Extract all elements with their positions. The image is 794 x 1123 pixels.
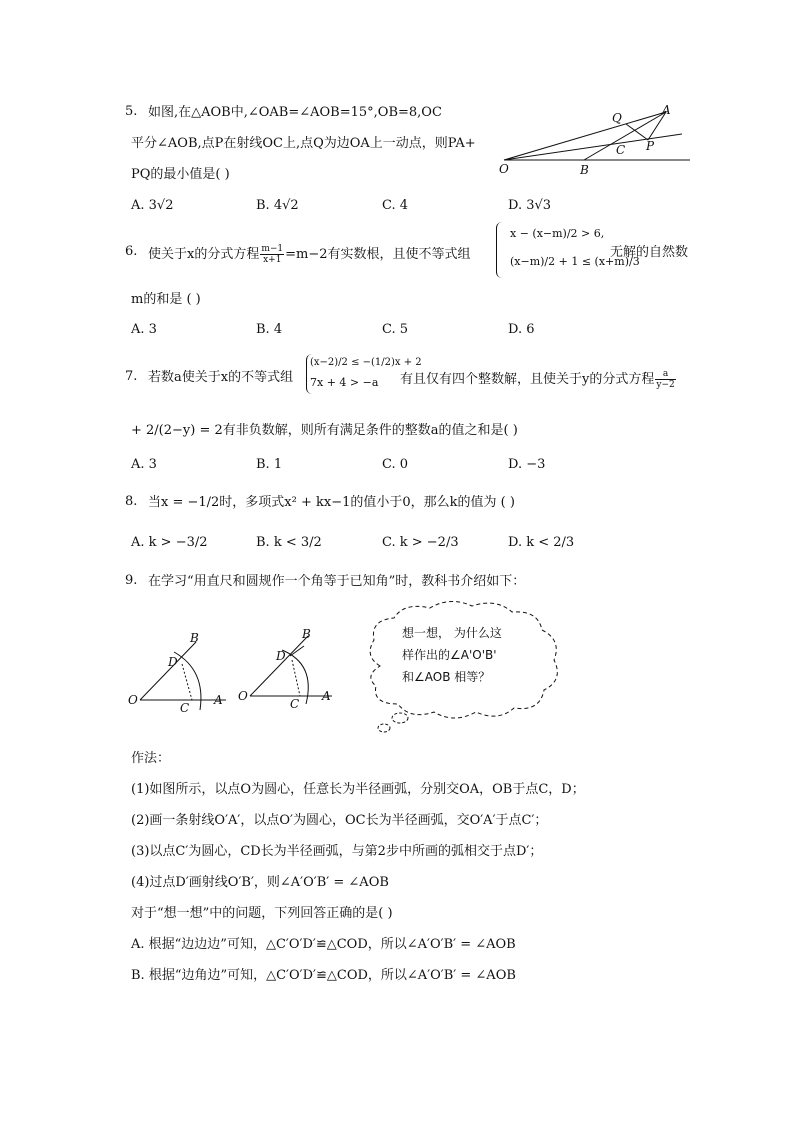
q7-option-d[interactable]: D. −3 bbox=[508, 457, 546, 472]
q9-cloud-line3: 和∠AOB 相等？ bbox=[402, 670, 491, 684]
q5-line3: PQ的最小值是( ) bbox=[131, 167, 230, 182]
q9-figure-2 bbox=[236, 622, 344, 710]
q6-mid: =m−2有实数根，且使不等式组 bbox=[285, 247, 471, 262]
q9-text: 在学习“用直尺和圆规作一个角等于已知角”时，教科书介绍如下： bbox=[148, 574, 526, 589]
q9-fig1-label-d: D bbox=[168, 655, 178, 669]
q6-tail: 无解的自然数 bbox=[610, 245, 689, 260]
q6-option-a[interactable]: A. 3 bbox=[131, 322, 157, 337]
q9-fig2-label-o: O bbox=[238, 689, 248, 703]
q7-number: 7. bbox=[125, 369, 138, 384]
q6-system-line1: x − (x−m)/2 > 6, bbox=[510, 227, 605, 240]
q5-line2: 平分∠AOB,点P在射线OC上,点Q为边OA上一动点，则PA+ bbox=[131, 136, 476, 151]
q6-option-c[interactable]: C. 5 bbox=[382, 322, 409, 337]
q6-system-line2: (x−m)/2 + 1 ≤ (x+m)/3 bbox=[510, 255, 640, 268]
q8-text: 当x = −1/2时，多项式x² + kx−1的值小于0，那么k的值为 ( ) bbox=[148, 495, 515, 510]
q5-line1: 如图,在△AOB中,∠OAB=∠AOB=15°,OB=8,OC bbox=[148, 105, 442, 120]
q9-number: 9. bbox=[125, 573, 138, 588]
q7-frac-a-num: a bbox=[655, 369, 675, 380]
q7-system-line1: (x−2)/2 ≤ −(1/2)x + 2 bbox=[310, 357, 422, 368]
q5-label-c: C bbox=[616, 143, 626, 157]
q5-option-a[interactable]: A. 3√2 bbox=[131, 198, 174, 213]
q9-step-3: (3)以点C′为圆心，CD长为半径画弧，与第2步中所画的弧相交于点D′； bbox=[131, 844, 543, 859]
q5-label-p: P bbox=[646, 139, 655, 153]
q7-tail: 有且仅有四个整数解，且使关于y的分式方程 bbox=[400, 372, 655, 387]
q9-step-2: (2)画一条射线O′A′，以点O′为圆心，OC长为半径画弧，交O′A′于点C′； bbox=[131, 813, 548, 828]
q7-system-line2: 7x + 4 > −a bbox=[310, 376, 379, 389]
q7-line2: + 2/(2−y) = 2有非负数解，则所有满足条件的整数a的值之和是( ) bbox=[131, 423, 518, 438]
q9-step-1: (1)如图所示，以点O为圆心，任意长为半径画弧，分别交OA，OB于点C，D； bbox=[131, 782, 585, 797]
q9-question: 对于“想一想”中的问题，下列回答正确的是( ) bbox=[131, 906, 393, 921]
q6-system-brace bbox=[496, 222, 503, 278]
q9-fig1-label-a: A bbox=[214, 693, 223, 707]
q9-method-title: 作法： bbox=[131, 751, 171, 766]
q7-option-b[interactable]: B. 1 bbox=[256, 457, 283, 472]
q6-option-d[interactable]: D. 6 bbox=[508, 322, 535, 337]
q6-fraction bbox=[260, 244, 284, 265]
q5-label-b: B bbox=[580, 163, 589, 177]
q7-option-a[interactable]: A. 3 bbox=[131, 457, 157, 472]
q9-fig1-label-c: C bbox=[180, 701, 190, 714]
q9-cloud-line1: 想一想， 为什么这 bbox=[402, 626, 502, 640]
q5-option-b[interactable]: B. 4√2 bbox=[256, 198, 299, 213]
q9-fig2-label-b: B bbox=[302, 627, 311, 641]
q5-label-a: A bbox=[662, 103, 671, 117]
q6-option-b[interactable]: B. 4 bbox=[256, 322, 283, 337]
q7-fraction-a bbox=[655, 369, 675, 390]
q5-number: 5. bbox=[125, 104, 138, 119]
q9-option-a[interactable]: A. 根据“边边边”可知，△C′O′D′≌△COD，所以∠A′O′B′ = ∠AOB bbox=[131, 937, 516, 952]
q6-frac-num: m−1 bbox=[261, 244, 284, 254]
q9-option-b[interactable]: B. 根据“边角边”可知，△C′O′D′≌△COD，所以∠A′O′B′ = ∠AOB bbox=[131, 968, 516, 983]
q7-frac-a-den: y−2 bbox=[656, 380, 675, 390]
q7-option-c[interactable]: C. 0 bbox=[382, 457, 409, 472]
q9-fig1-label-o: O bbox=[128, 693, 138, 707]
q9-fig2-label-c: C bbox=[290, 697, 300, 710]
q5-label-q: Q bbox=[612, 111, 622, 125]
q5-option-d[interactable]: D. 3√3 bbox=[508, 198, 552, 213]
q6-line2: m的和是 ( ) bbox=[131, 292, 201, 307]
q6-line1 bbox=[148, 244, 471, 265]
q7-lead: 若数a使关于x的不等式组 bbox=[148, 370, 294, 385]
q8-option-a[interactable]: A. k > −3/2 bbox=[131, 535, 208, 550]
q8-option-b[interactable]: B. k < 3/2 bbox=[256, 535, 322, 550]
q9-fig1-label-b: B bbox=[190, 631, 199, 645]
q5-figure bbox=[496, 100, 696, 180]
q5-label-o: O bbox=[499, 162, 509, 176]
q8-option-d[interactable]: D. k < 2/3 bbox=[508, 535, 575, 550]
q6-number: 6. bbox=[125, 244, 138, 259]
q6-frac-den: x+1 bbox=[263, 255, 282, 265]
q9-step-4: (4)过点D′画射线O′B′，则∠A′O′B′ = ∠AOB bbox=[131, 875, 389, 890]
q8-number: 8. bbox=[125, 494, 138, 509]
q8-option-c[interactable]: C. k > −2/3 bbox=[382, 535, 459, 550]
q9-cloud-line2: 样作出的∠A'O'B' bbox=[402, 648, 497, 662]
q9-figure-1 bbox=[126, 626, 234, 714]
q9-fig2-label-a: A bbox=[322, 689, 331, 703]
q9-fig2-label-d: D bbox=[276, 649, 286, 663]
q6-lead: 使关于x的分式方程 bbox=[148, 247, 260, 262]
q7-tail-wrap bbox=[400, 369, 677, 390]
q5-option-c[interactable]: C. 4 bbox=[382, 198, 409, 213]
